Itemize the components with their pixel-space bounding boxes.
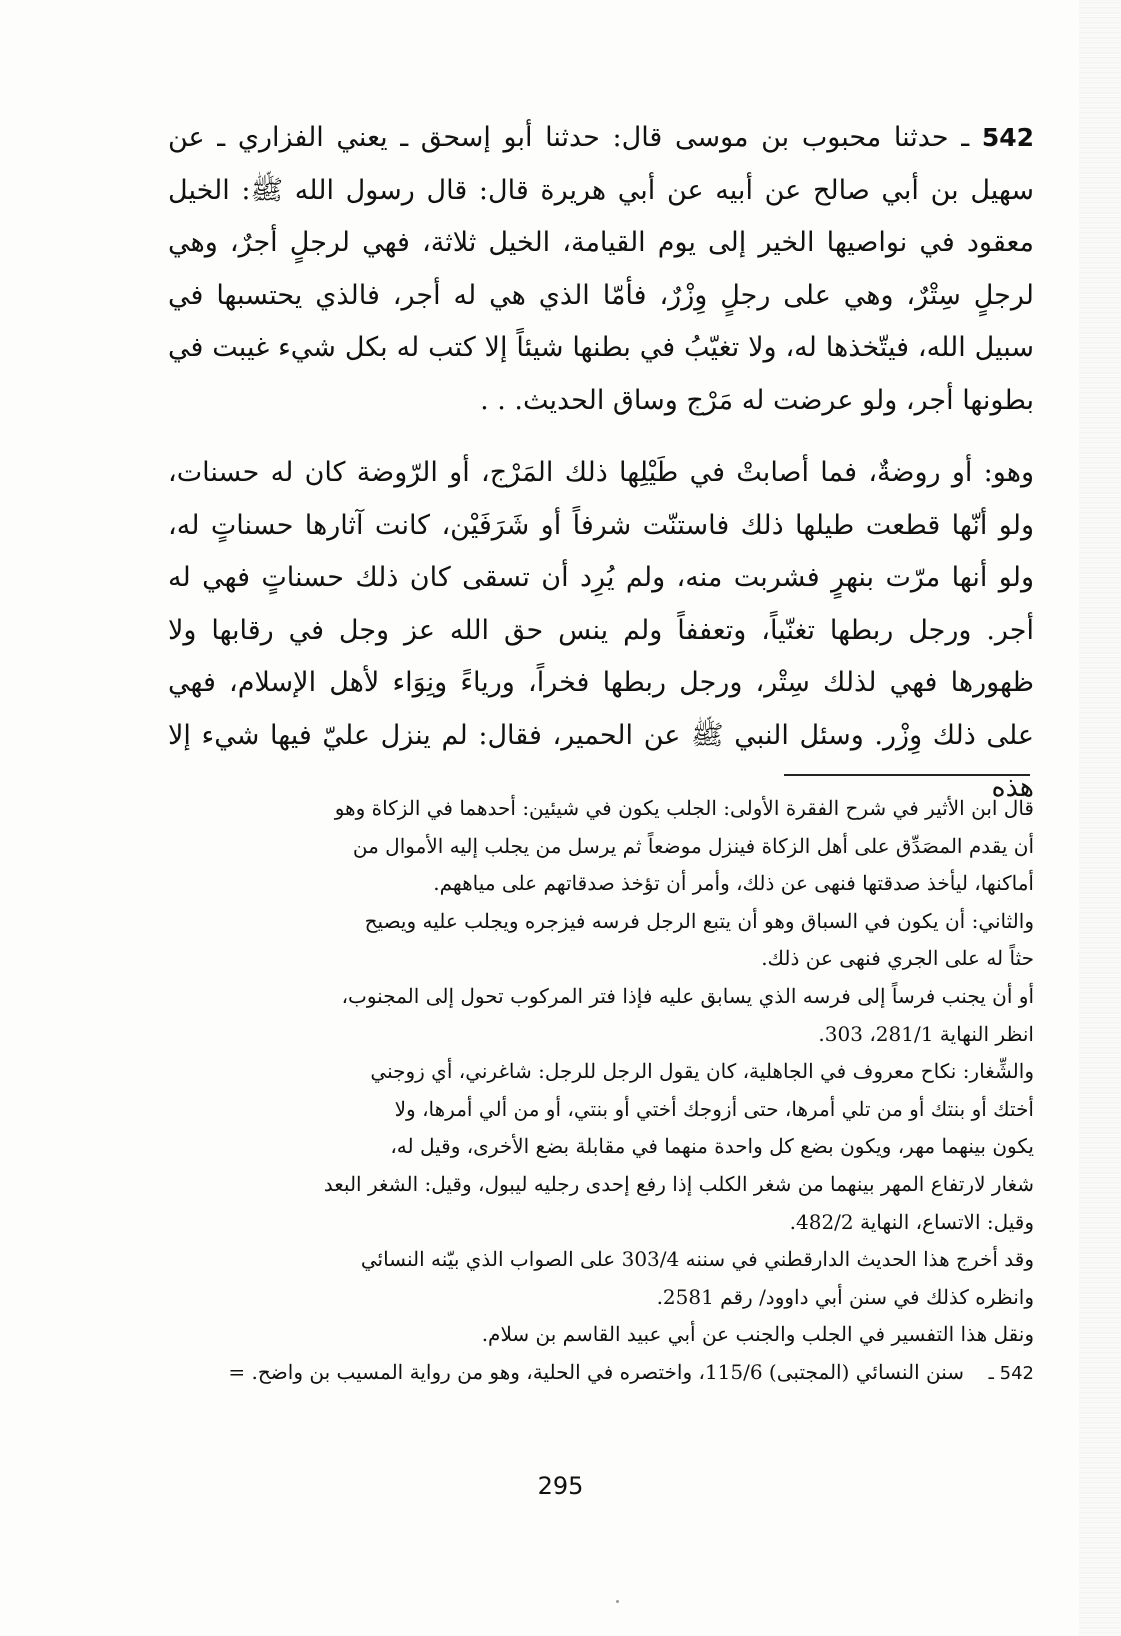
footnote-line: أن يقدم المصَدِّق على أهل الزكاة فينزل موضعاً ثم يرسل من يجلب إليه الأموال من bbox=[352, 833, 1034, 858]
footnote-line: أختك أو بنتك أو من تلي أمرها، حتى أزوجك أختي أو بنتي، أو من ألي أمرها، ولا bbox=[394, 1096, 1034, 1121]
footnote-line: وقد أخرج هذا الحديث الدارقطني في سننه 303/4 على الصواب الذي بيّنه النسائي bbox=[360, 1247, 1034, 1272]
footnote-line: ونقل هذا التفسير في الجلب والجنب عن أبي عبيد القاسم بن سلام. bbox=[481, 1322, 1034, 1347]
hadith-number: 542 bbox=[981, 123, 1034, 152]
scan-speck bbox=[616, 1600, 619, 1603]
hadith-text: ـ حدثنا محبوب بن موسى قال: حدثنا أبو إسحق ـ يعني الفزاري ـ عن سهيل بن أبي صالح عن أبيه عن أبي هريرة قال: قال رسول الله ﷺ: الخيل معقود في نواصيها الخير إلى يوم القيامة، الخيل ثلاثة، فهي لرجلٍ أجرٌ، وهي لرجلٍ سِتْرٌ، وهي على رجلٍ وِزْرٌ، فأمّا الذي هي له أجر، فالذي يحتسبها في سبيل الله، فيتّخذها له، ولا تغيّبُ في بطنها شيئاً إلا كتب له بكل شيء غيبت في بطونها أجر، ولو عرضت له مَرْج وساق الحديث. . . bbox=[168, 122, 1034, 416]
source-text: سنن النسائي (المجتبى) 115/6، واختصره في الحلية، وهو من رواية المسيب بن واضح. = bbox=[228, 1359, 964, 1384]
footnote-line: والشِّغار: نكاح معروف في الجاهلية، كان يقول الرجل للرجل: شاغرني، أي زوجني bbox=[370, 1059, 1034, 1084]
page-number: 295 bbox=[537, 1472, 584, 1500]
footnote-line: والثاني: أن يكون في السباق وهو أن يتبع الرجل فرسه فيزجره ويجلب عليه ويصيح bbox=[364, 908, 1034, 933]
footnote-line: أماكنها، ليأخذ صدقتها فنهى عن ذلك، وأمر أن تؤخذ صدقاتهم على مياههم. bbox=[433, 871, 1034, 896]
hadith-paragraph bbox=[168, 112, 1034, 427]
main-text bbox=[168, 112, 1034, 833]
footnote-line: انظر النهاية 281/1، 303. bbox=[818, 1021, 1034, 1046]
footnote-line: شغار لارتفاع المهر بينهما من شغر الكلب إذا رفع إحدى رجليه ليبول، وقيل: الشغر البعد bbox=[323, 1171, 1034, 1196]
source-reference bbox=[168, 1354, 1034, 1393]
hadith-continuation: وهو: أو روضةٌ، فما أصابتْ في طَيْلِها ذلك المَرْج، أو الرّوضة كان له حسنات، ولو أنّها قطعت طيلها ذلك فاستنّت شرفاً أو شَرَفَيْن، كانت آثارها حسناتٍ له، ولو أنها مرّت بنهرٍ فشربت منه، ولم يُرِد أن تسقى كان ذلك حسناتٍ فهي له أجر. ورجل ربطها تغنّياً، وتعففاً ولم ينس حق الله عز وجل في رقابها ولا ظهورها فهي لذلك سِتْر، ورجل ربطها فخراً، ورياءً ونِوَاء لأهل الإسلام، فهي على ذلك وِزْر. وسئل النبي ﷺ عن الحمير، فقال: لم ينزل عليّ فيها شيء إلا هذه bbox=[168, 457, 1034, 803]
footnote-line: وانظره كذلك في سنن أبي داوود/ رقم 2581. bbox=[656, 1284, 1034, 1309]
footnote-line: قال ابن الأثير في شرح الفقرة الأولى: الجلب يكون في شيئين: أحدهما في الزكاة وهو bbox=[334, 796, 1034, 820]
source-number: 542 ـ bbox=[988, 1362, 1034, 1384]
footnote-line: وقيل: الاتساع، النهاية 482/2. bbox=[789, 1209, 1034, 1234]
footnote-separator bbox=[784, 774, 1030, 776]
footnote-line: يكون بينهما مهر، ويكون بضع كل واحدة منهما في مقابلة بضع الأخرى، وقيل له، bbox=[390, 1134, 1034, 1159]
scan-edge bbox=[1079, 0, 1121, 1636]
footnotes bbox=[168, 790, 1034, 1393]
footnote-line: حثاً له على الجري فنهى عن ذلك. bbox=[761, 946, 1034, 971]
footnote-line: أو أن يجنب فرساً إلى فرسه الذي يسابق عليه فإذا فتر المركوب تحول إلى المجنوب، bbox=[341, 983, 1034, 1008]
